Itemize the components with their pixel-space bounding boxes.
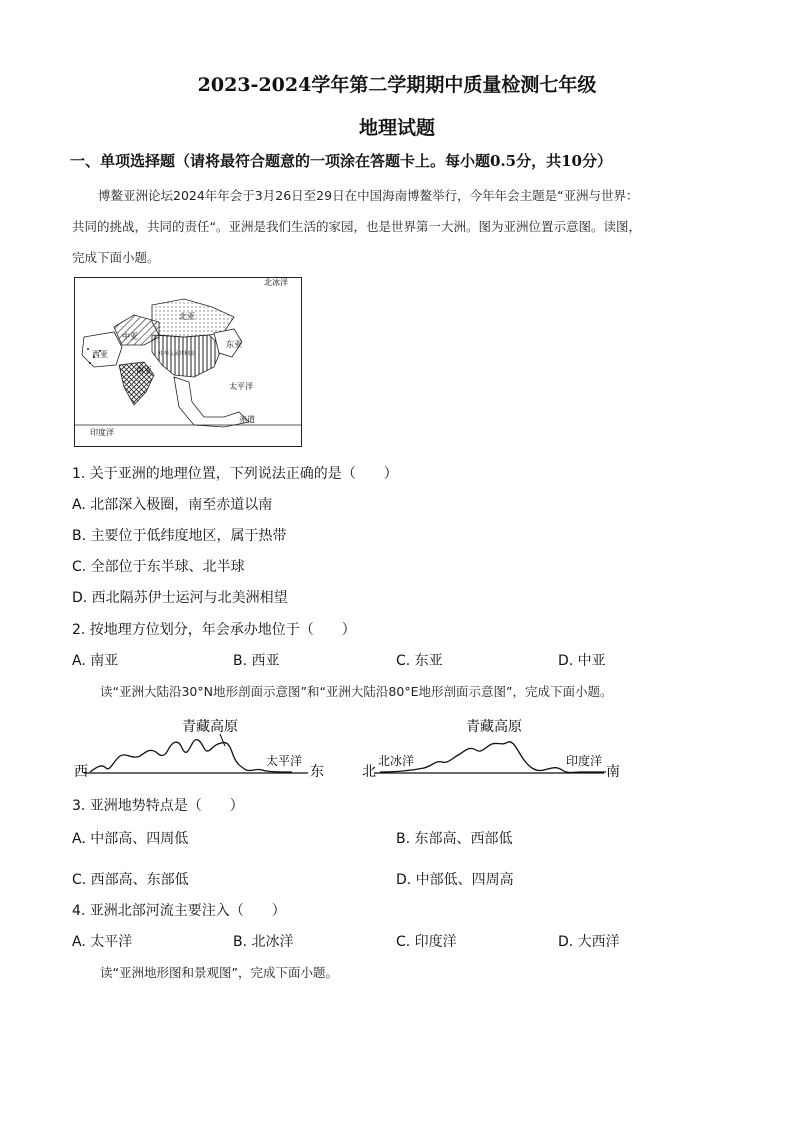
question-2-option-d[interactable]: D. 中亚 [558,653,606,669]
intro-line-3: 完成下面小题。 [72,250,160,265]
profile-right-arctic-label: 北冰洋 [378,754,415,768]
profile-left-ocean-label: 太平洋 [266,754,303,768]
map-label-south-asia: 南亚 [136,366,152,375]
map-label-china: 中华人民共和国 [159,351,195,357]
question-4-option-b[interactable]: B. 北冰洋 [233,934,294,950]
exam-title: 2023-2024学年第二学期期中质量检测七年级 [197,74,597,96]
landform-instruction: 读“亚洲地形图和景观图”，完成下面小题。 [100,965,338,980]
question-4-option-a[interactable]: A. 太平洋 [72,934,133,950]
profile-right-south-label: 南 [606,764,620,780]
profile-left-peak-label: 青藏高原 [182,719,238,735]
question-1-option-c[interactable]: C. 全部位于东半球、北半球 [72,559,245,575]
question-1-option-d[interactable]: D. 西北隔苏伊士运河与北美洲相望 [72,590,288,606]
map-label-east-asia: 东亚 [226,340,242,349]
map-label-pacific: 太平洋 [229,382,253,391]
question-3-option-d[interactable]: D. 中部低、四周高 [396,872,514,888]
intro-line-2: 共同的挑战，共同的责任“。亚洲是我们生活的家园，也是世界第一大洲。图为亚洲位置示意图。读图， [72,219,641,234]
profile-left-east-label: 东 [310,764,324,780]
map-label-arctic: 北冰洋 [264,278,288,287]
question-3-option-a[interactable]: A. 中部高、四周低 [72,831,189,847]
question-2-stem: 2. 按地理方位划分，年会承办地位于（ ） [72,622,356,638]
question-1-option-a[interactable]: A. 北部深入极圈，南至赤道以南 [72,497,273,513]
profile-80e-diagram [360,712,630,782]
profile-left-terrain [90,740,292,772]
exam-subtitle: 地理试题 [358,117,435,139]
question-2-option-c[interactable]: C. 东亚 [396,653,443,669]
profile-right-peak-label: 青藏高原 [466,719,522,735]
map-label-north-asia: 北亚 [179,312,195,321]
map-label-indian: 印度洋 [90,428,114,437]
profile-30n-diagram [70,712,332,782]
question-2-option-b[interactable]: B. 西亚 [233,653,280,669]
profile-right-north-label: 北 [362,764,376,780]
question-1-option-b[interactable]: B. 主要位于低纬度地区，属于热带 [72,528,287,544]
map-label-central-asia: 中亚 [122,332,138,341]
profile-left-west-label: 西 [74,764,88,780]
intro-paragraph [72,180,728,273]
question-1-stem: 1. 关于亚洲的地理位置，下列说法正确的是（ ） [72,466,398,482]
profile-right-indian-label: 印度洋 [566,754,603,768]
question-4-option-d[interactable]: D. 大西洋 [558,934,620,950]
asia-location-map [74,277,302,447]
question-3-option-c[interactable]: C. 西部高、东部低 [72,872,189,888]
intro-line-1: 博鳌亚洲论坛2024年年会于3月26日至29日在中国海南博鳌举行，今年年会主题是“亚洲与世界： [98,188,639,203]
map-label-west-asia: 西亚 [92,350,108,359]
question-3-stem: 3. 亚洲地势特点是（ ） [72,798,244,814]
question-3-option-b[interactable]: B. 东部高、西部低 [396,831,513,847]
question-2-option-a[interactable]: A. 南亚 [72,653,119,669]
question-4-stem: 4. 亚洲北部河流主要注入（ ） [72,903,286,919]
profile-instruction: 读“亚洲大陆沿30°N地形剖面示意图”和“亚洲大陆沿80°E地形剖面示意图”，完成下面小题。 [100,684,613,699]
question-4-option-c[interactable]: C. 印度洋 [396,934,457,950]
map-label-equator: 赤道 [239,415,255,424]
section-heading: 一、单项选择题（请将最符合题意的一项涂在答题卡上。每小题0.5分，共10分） [70,152,612,170]
